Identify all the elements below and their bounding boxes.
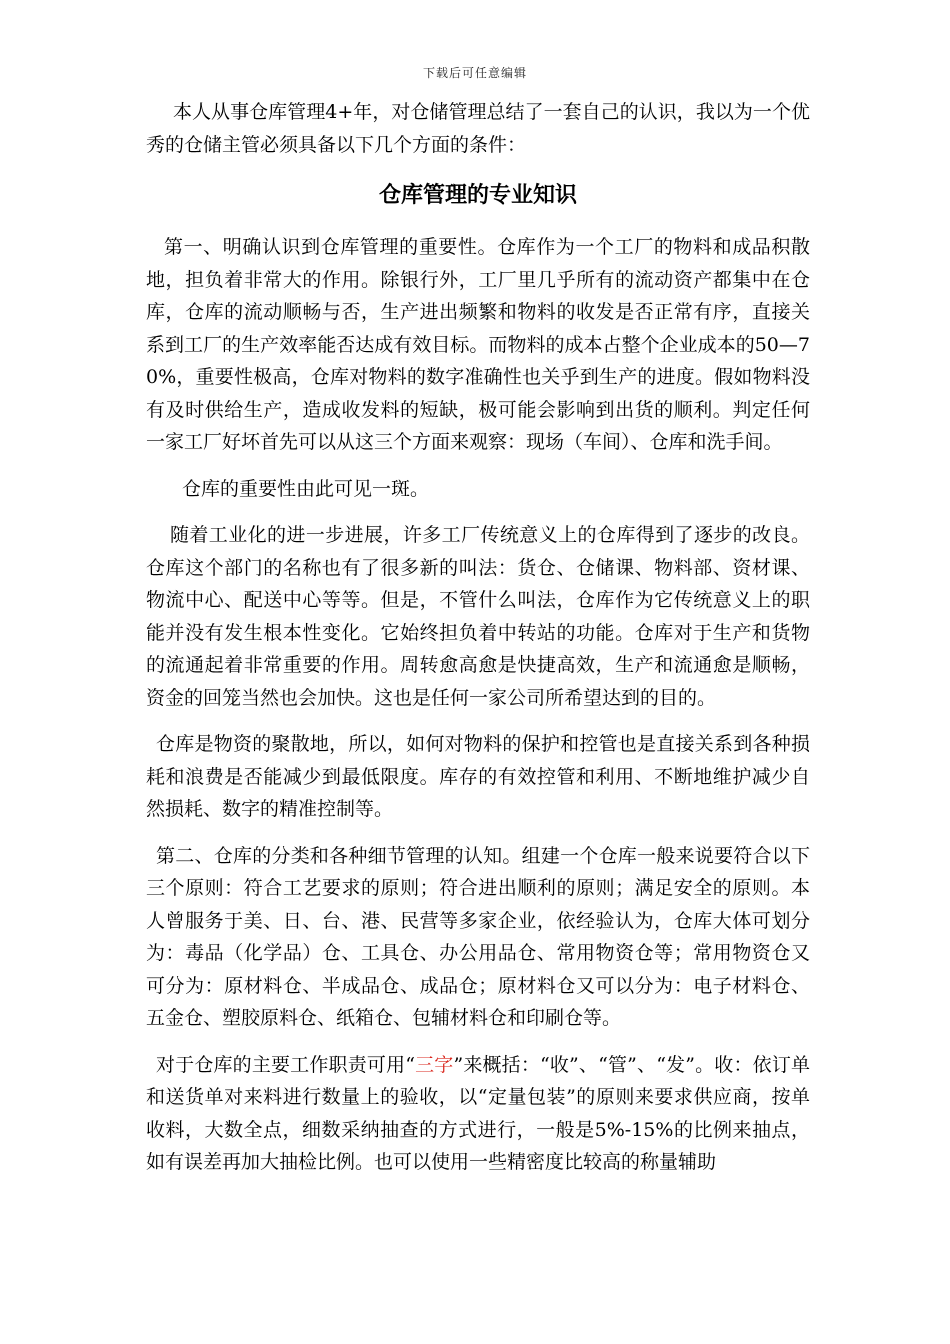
document-body: [146, 96, 810, 1179]
paragraph-conclusion: 仓库的重要性由此可见一斑。: [182, 477, 430, 500]
highlighted-term: 三字: [414, 1053, 454, 1076]
responsibilities-text-after: ”来概括：“收”、“管”、“发”。收：依订单和送货单对来料进行数量上的验收，以“定量包装”的原则来要求供应商，按单收料，大数全点，细数采纳抽查的方式进行，一般是5%-15%的比例来抽点，如有误差再加大抽检比例。也可以使用一些精密度比较高的称量辅助: [146, 1053, 810, 1173]
paragraph-industrialization: 随着工业化的进一步进展，许多工厂传统意义上的仓库得到了逐步的改良。仓库这个部门的名称也有了很多新的叫法：货仓、仓储课、物料部、资材课、物流中心、配送中心等等。但是，不管什么叫法，仓库作为它传统意义上的职能并没有发生根本性变化。它始终担负着中转站的功能。仓库对于生产和货物的流通起着非常重要的作用。周转愈高愈是快捷高效，生产和流通愈是顺畅，资金的回笼当然也会加快。这也是任何一家公司所希望达到的目的。: [146, 524, 810, 709]
paragraph-classification: 第二、仓库的分类和各种细节管理的认知。组建一个仓库一般来说要符合以下三个原则：符合工艺要求的原则；符合进出顺利的原则；满足安全的原则。本人曾服务于美、日、台、港、民营等多家企业，依经验认为，仓库大体可划分为：毒品（化学品）仓、工具仓、办公用品仓、常用物资仓等；常用物资仓又可分为：原材料仓、半成品仓、成品仓；原材料仓又可以分为：电子材料仓、五金仓、塑胶原料仓、纸箱仓、包辅材料仓和印刷仓等。: [146, 844, 810, 1029]
page-header: 下载后可任意编辑: [422, 66, 527, 80]
paragraph-responsibilities: [146, 1049, 810, 1179]
responsibilities-text-before: 对于仓库的主要工作职责可用“: [156, 1053, 415, 1076]
intro-paragraph: 本人从事仓库管理4+年，对仓储管理总结了一套自己的认识，我以为一个优秀的仓储主管必须具备以下几个方面的条件：: [146, 101, 810, 156]
section-title: 仓库管理的专业知识: [378, 183, 577, 208]
paragraph-importance: 第一、明确认识到仓库管理的重要性。仓库作为一个工厂的物料和成品积散地，担负着非常大的作用。除银行外，工厂里几乎所有的流动资产都集中在仓库，仓库的流动顺畅与否，生产进出频繁和物料的收发是否正常有序，直接关系到工厂的生产效率能否达成有效目标。而物料的成本占整个企业成本的50—70%，重要性极高，仓库对物料的数字准确性也关乎到生产的进度。假如物料没有及时供给生产，造成收发料的短缺，极可能会影响到出货的顺利。判定任何一家工厂好坏首先可以从这三个方面来观察：现场（车间）、仓库和洗手间。: [146, 236, 810, 453]
paragraph-material-control: 仓库是物资的聚散地，所以，如何对物料的保护和控管也是直接关系到各种损耗和浪费是否能减少到最低限度。库存的有效控管和利用、不断地维护减少自然损耗、数字的精准控制等。: [146, 733, 810, 820]
